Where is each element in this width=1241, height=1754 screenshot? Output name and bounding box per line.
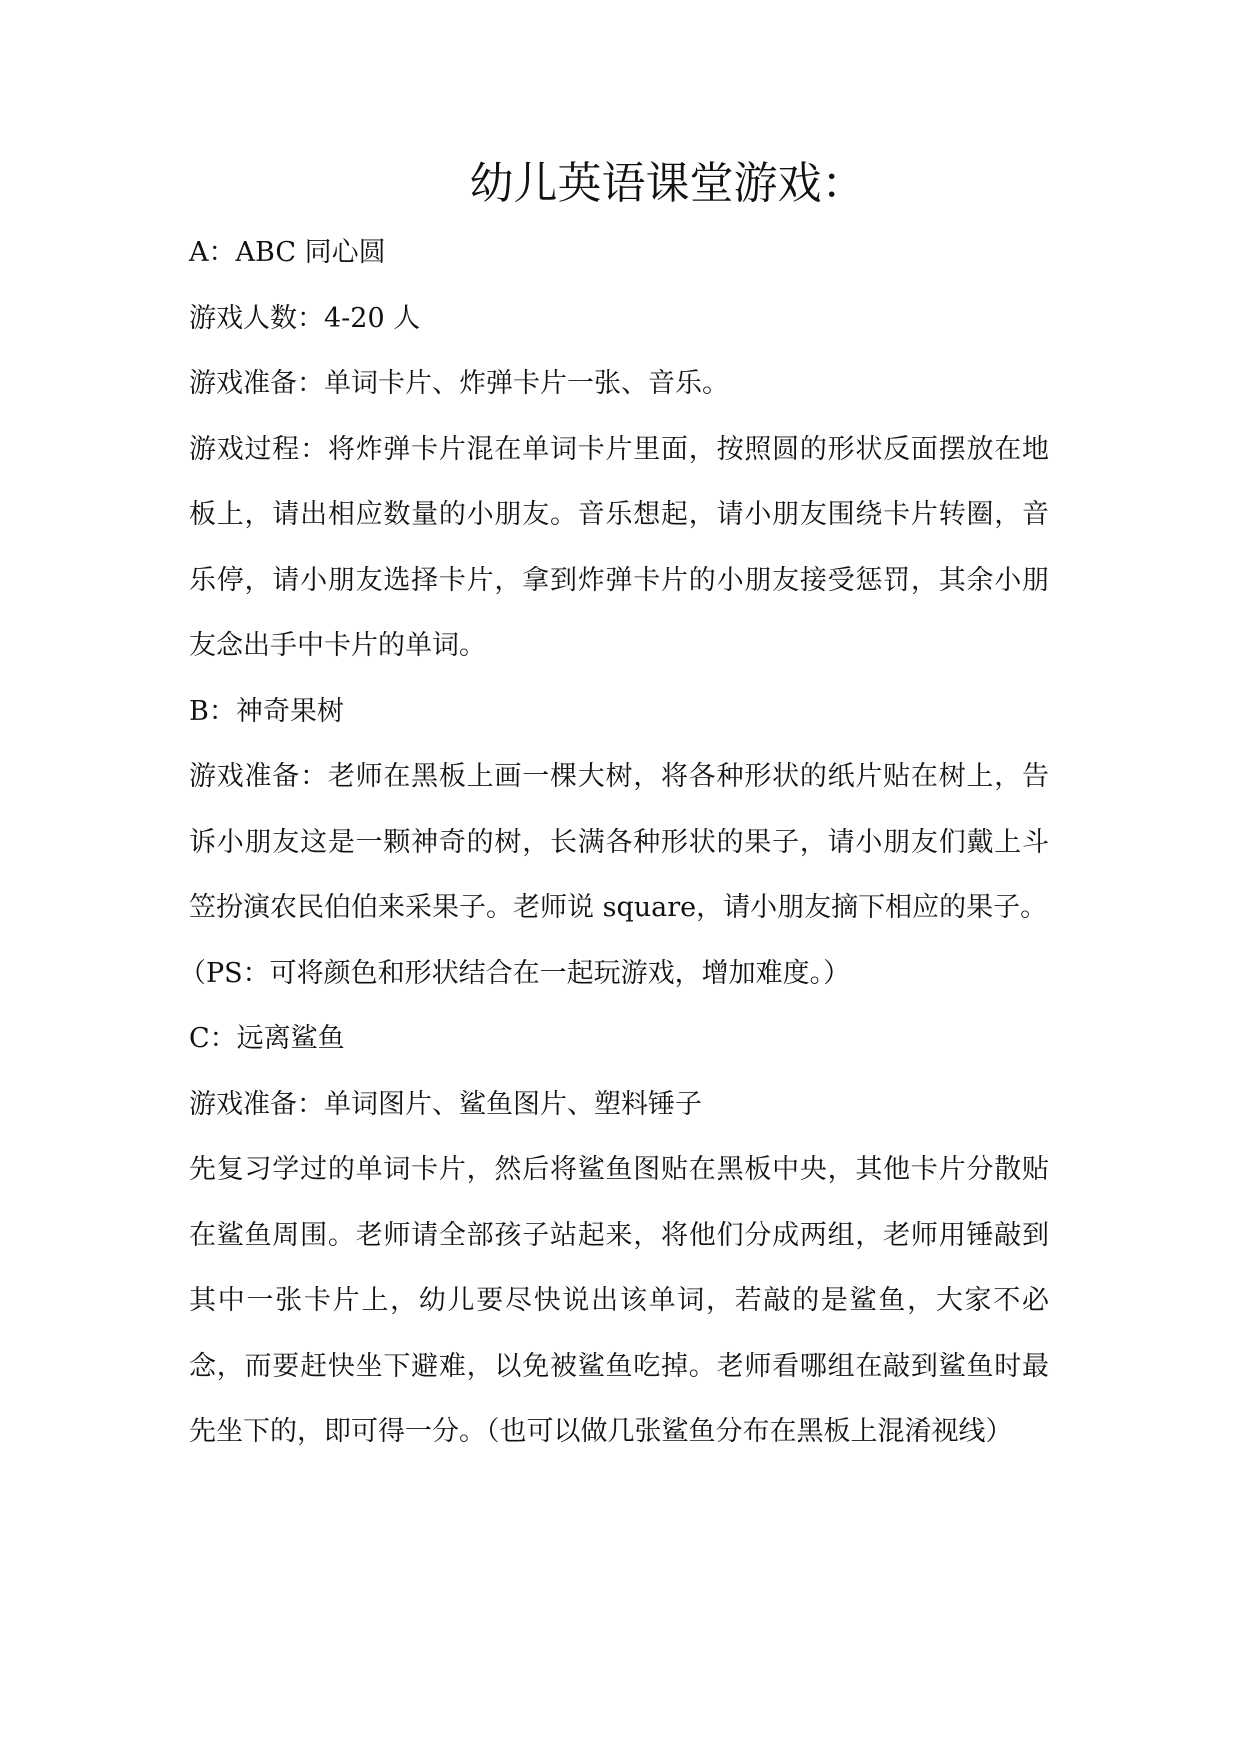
- document-title: 幼儿英语课堂游戏：: [469, 158, 866, 209]
- section-b-heading: B：神奇果树: [189, 695, 344, 727]
- section-a-players: 游戏人数：4-20 人: [189, 302, 421, 334]
- section-c-heading: C：远离鲨鱼: [189, 1023, 345, 1054]
- section-b-preparation: 游戏准备：老师在黑板上画一棵大树，将各种形状的纸片贴在树上，告诉小朋友这是一颗神奇的树，长满各种形状的果子，请小朋友们戴上斗笠扮演农民伯伯来采果子。老师说 square，请小朋友摘下相应的果子。: [189, 761, 1049, 923]
- section-a-heading: A：ABC 同心圆: [189, 237, 386, 268]
- section-c-process: 先复习学过的单词卡片，然后将鲨鱼图贴在黑板中央，其他卡片分散贴在鲨鱼周围。老师请全部孩子站起来，将他们分成两组，老师用锤敲到其中一张卡片上，幼儿要尽快说出该单词，若敲的是鲨鱼，大家不必念，而要赶快坐下避难，以免被鲨鱼吃掉。老师看哪组在敲到鲨鱼时最先坐下的，即可得一分。（也可以做几张鲨鱼分布在黑板上混淆视线）: [189, 1154, 1049, 1447]
- document-body: [179, 220, 1049, 1465]
- section-a-preparation: 游戏准备：单词卡片、炸弹卡片一张、音乐。: [189, 368, 729, 399]
- section-a-process: 游戏过程：将炸弹卡片混在单词卡片里面，按照圆的形状反面摆放在地板上，请出相应数量的小朋友。音乐想起，请小朋友围绕卡片转圈，音乐停，请小朋友选择卡片，拿到炸弹卡片的小朋友接受惩罚，其余小朋友念出手中卡片的单词。: [189, 433, 1049, 661]
- section-c-preparation: 游戏准备：单词图片、鲨鱼图片、塑料锤子: [189, 1088, 702, 1120]
- section-b-note: （PS：可将颜色和形状结合在一起玩游戏，增加难度。）: [179, 957, 851, 989]
